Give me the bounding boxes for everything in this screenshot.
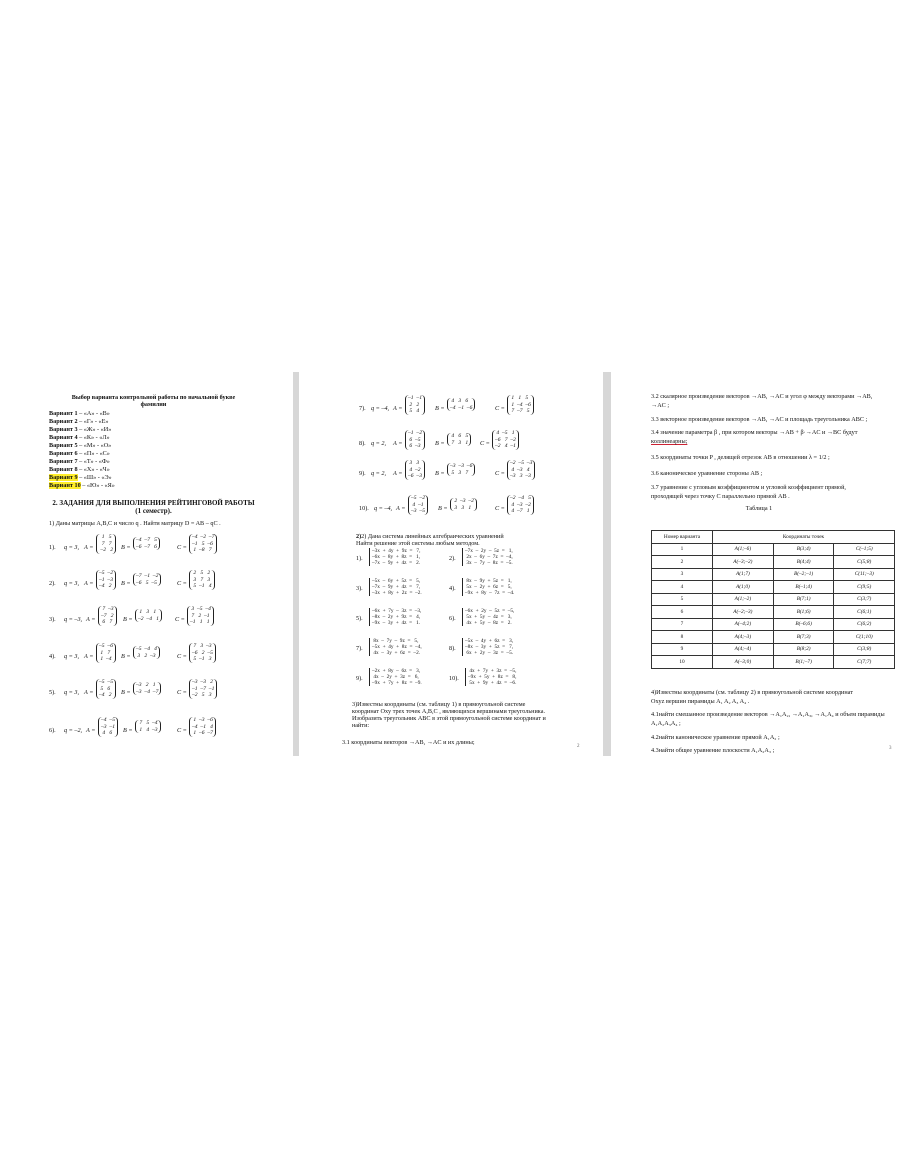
matrix-label: A =: [84, 580, 94, 587]
point-coordinate-cell: B(1;6): [773, 606, 834, 619]
variant-number-cell: 6: [652, 606, 713, 619]
variant-item: Вариант 1 – «А» - «В»: [49, 410, 110, 417]
point-coordinate-cell: C(7;7): [834, 656, 895, 669]
q-value: q = 2,: [371, 440, 387, 447]
matrix-a: –5 –6 1 7 1 –4: [96, 643, 116, 663]
system-number: 3).: [356, 585, 363, 592]
matrix-label: C =: [177, 727, 187, 734]
matrix-label: A =: [84, 653, 94, 660]
point-coordinate-cell: B(–6;6): [773, 618, 834, 631]
table-row: [652, 656, 895, 669]
document-page-1: [14, 372, 293, 756]
point-coordinate-cell: C(3;7): [834, 593, 895, 606]
system-number: 1).: [356, 555, 363, 562]
point-coordinate-cell: C(6;2): [834, 618, 895, 631]
matrix-c: 2 5 2 3 7 3 5 –1 4: [189, 570, 215, 590]
point-coordinate-cell: C(6;1): [834, 606, 895, 619]
variant-number-cell: 8: [652, 631, 713, 644]
row-number: 4).: [49, 653, 56, 660]
variant-number-cell: 2: [652, 556, 713, 569]
point-coordinate-cell: A(–4;2): [713, 618, 774, 631]
task-3-statement-cont: Изобразить треугольник ABC в этой прямоугольной системе координат и: [352, 715, 546, 722]
q-value: q = –4,: [371, 405, 390, 412]
matrix-label: B =: [123, 727, 133, 734]
row-number: 3).: [49, 616, 56, 623]
row-number: 2).: [49, 580, 56, 587]
row-number: 6).: [49, 727, 56, 734]
variant-number-cell: 1: [652, 543, 713, 556]
matrix-label: B =: [435, 405, 445, 412]
matrix-label: B =: [123, 616, 133, 623]
task-1-statement: 1) Даны матрицы A,B,C и число q . Найти матрицу D = AB – qC .: [49, 520, 221, 527]
page-title: Выбор варианта контрольной работы по начальной букве: [71, 394, 236, 401]
item-3-2-cont: →AC ;: [651, 402, 670, 409]
document-page-3: [611, 372, 907, 756]
q-value: q = 3,: [64, 689, 80, 696]
matrix-label: A =: [84, 689, 94, 696]
variant-number-cell: 4: [652, 581, 713, 594]
q-value: q = –3,: [64, 616, 83, 623]
row-number: 10).: [359, 505, 369, 512]
coordinates-table: [651, 530, 895, 669]
variant-item: Вариант 5 – «М» - «О»: [49, 442, 112, 449]
item-3-4: 3.4 значение параметра β , при котором векторы →AB + β·→AC и →BC будут: [651, 429, 858, 436]
matrix-b: –3 –3 –6 5 3 7: [447, 463, 475, 476]
variant-item: Вариант 9 – «Ш» - «Э»: [49, 474, 112, 481]
item-4-1-cont: A₁A₂A₃A₄ ;: [651, 720, 681, 727]
table-title: Таблица 1: [745, 505, 773, 512]
point-coordinate-cell: C(–1;5): [834, 543, 895, 556]
point-coordinate-cell: A(1;–2): [713, 593, 774, 606]
matrix-b: 1 3 1 –2 –4 1: [135, 609, 162, 622]
matrix-label: B =: [435, 470, 445, 477]
q-value: q = 3,: [64, 653, 80, 660]
matrix-label: C =: [495, 470, 505, 477]
point-coordinate-cell: C(11;–3): [834, 568, 895, 581]
table-row: [652, 631, 895, 644]
page-gap: [603, 372, 611, 756]
matrix-c: –4 –2 –7 –1 5 –6 1 –8 7: [189, 534, 217, 554]
matrix-label: B =: [435, 440, 445, 447]
table-header-cell: Номер варианта: [652, 531, 713, 544]
table-row: [652, 543, 895, 556]
matrix-label: C =: [177, 653, 187, 660]
q-value: q = –2,: [64, 727, 83, 734]
matrix-a: –5 –5 5 6 –4 2: [96, 679, 116, 699]
point-coordinate-cell: B(8;2): [773, 643, 834, 656]
matrix-label: A =: [84, 544, 94, 551]
matrix-c: 1 1 5 1 –4 –6 7 –7 5: [507, 395, 534, 415]
document-page-2: [299, 372, 603, 756]
table-row: [652, 606, 895, 619]
system-number: 4).: [449, 585, 456, 592]
matrix-b: 4 6 5 7 3 1: [447, 433, 471, 446]
item-3-6: 3.6 каноническое уравнение стороны AB ;: [651, 470, 763, 477]
system-number: 8).: [449, 645, 456, 652]
table-header-row: [652, 531, 895, 544]
matrix-a: –1 –1 2 2 5 4: [405, 395, 425, 415]
point-coordinate-cell: A(1;7): [713, 568, 774, 581]
q-value: q = 2,: [371, 470, 387, 477]
equation-system: –3x + 4y + 9z = 7, –6x – 8y + 8z = 1, –7x – 9y + 4z = 2.: [369, 548, 420, 566]
matrix-b: –7 –1 –2 –6 5 –5: [133, 573, 161, 586]
matrix-label: C =: [177, 689, 187, 696]
q-value: q = –4,: [374, 505, 393, 512]
matrix-label: A =: [393, 440, 403, 447]
section-heading: 2. ЗАДАНИЯ ДЛЯ ВЫПОЛНЕНИЯ РЕЙТИНГОВОЙ РАБОТЫ: [52, 499, 255, 507]
point-coordinate-cell: C(3;8): [834, 643, 895, 656]
matrix-label: C =: [175, 616, 185, 623]
matrix-c: 4 –5 1 –6 7 –2 –2 4 –1: [492, 430, 519, 450]
equation-system: 8x – 7y – 9z = 5, –5x + 4y + 8z = –4, 4x – 3y + 6z = –2.: [369, 638, 422, 656]
matrix-c: 1 –3 –6 –4 –1 4 1 –6 –7: [189, 717, 216, 737]
task-3-statement-cont: найти:: [352, 722, 370, 729]
item-4-3: 4.3найти общее уравнение плоскости A₁A₂A₃ ;: [651, 747, 775, 754]
row-number: 1).: [49, 544, 56, 551]
item-3-5: 3.5 координаты точки P , делящей отрезок AB в отношении λ = 1/2 ;: [651, 454, 830, 461]
point-coordinate-cell: B(4;4): [773, 556, 834, 569]
row-number: 8).: [359, 440, 366, 447]
matrix-a: –5 –2 4 –1 –3 –5: [408, 495, 428, 515]
task-3-statement: 3)Известны координаты (см. таблицу 1) в прямоугольной системе: [352, 701, 526, 708]
equation-system: –7x – 2y – 5z = 1, 2x – 6y – 7z = –4, 3x – 7y – 8z = –5.: [462, 548, 513, 566]
variant-number-cell: 9: [652, 643, 713, 656]
point-coordinate-cell: B(7;1): [773, 593, 834, 606]
point-coordinate-cell: B(7;3): [773, 631, 834, 644]
matrix-label: A =: [86, 727, 96, 734]
point-coordinate-cell: A(–3;–2): [713, 556, 774, 569]
section-heading-cont: (1 семестр).: [135, 507, 172, 515]
equation-system: –5x – 4y + 6z = 3, –8x – 3y + 5z = 7, 6x + 2y – 3z = –5.: [462, 638, 513, 656]
table-row: [652, 581, 895, 594]
matrix-label: A =: [393, 470, 403, 477]
table-row: [652, 568, 895, 581]
matrix-label: A =: [393, 405, 403, 412]
matrix-label: C =: [480, 440, 490, 447]
matrix-label: B =: [121, 580, 131, 587]
equation-system: –2x + 8y – 6z = 3, 4x – 2y + 3z = 6, –9x + 7y + 8z = –9.: [369, 668, 422, 686]
matrix-label: B =: [121, 689, 131, 696]
point-coordinate-cell: B(1;–7): [773, 656, 834, 669]
system-number: 5).: [356, 615, 363, 622]
matrix-label: B =: [121, 544, 131, 551]
point-coordinate-cell: A(4;–4): [713, 643, 774, 656]
item-3-7: 3.7 уравнение с угловым коэффициентом и угловой коэффициент прямой,: [651, 484, 846, 491]
matrix-label: C =: [495, 505, 505, 512]
equation-system: –6x + 2y – 5z = –5, 5x + 5y – 4z = 3, 4x + 5y – 8z = 2.: [462, 608, 514, 626]
system-number: 9).: [356, 675, 363, 682]
matrix-a: –5 –2 –1 –3 –4 2: [96, 570, 116, 590]
row-number: 5).: [49, 689, 56, 696]
system-number: 6).: [449, 615, 456, 622]
system-number: 7).: [356, 645, 363, 652]
matrix-b: –4 –7 5 –6 –7 6: [133, 537, 160, 550]
table-row: [652, 643, 895, 656]
table-header-cell: Координаты точек: [713, 531, 895, 544]
matrix-b: –3 2 1 –3 –4 –7: [133, 682, 161, 695]
point-coordinate-cell: C(9;5): [834, 581, 895, 594]
matrix-a: –1 –2 6 –5 6 –3: [405, 430, 425, 450]
matrix-b: 7 5 –4 1 4 –3: [135, 720, 161, 733]
row-number: 9).: [359, 470, 366, 477]
point-coordinate-cell: C(5;8): [834, 556, 895, 569]
equation-system: 4x + 7y + 3z = –5, –9x + 5y + 8z = 8, 5x + 9y + 4z = –6.: [465, 668, 516, 686]
point-coordinate-cell: B(–1;4): [773, 581, 834, 594]
variant-number-cell: 10: [652, 656, 713, 669]
equation-system: –6x + 7y – 3z = –3, –8x – 2y + 9z = 4, –9x – 3y + 4z = 1.: [369, 608, 421, 626]
task-3-statement-cont: координат Oxy трех точек A,B,C , являющихся вершинами треугольника.: [352, 708, 545, 715]
matrix-label: A =: [396, 505, 406, 512]
item-4-1: 4.1найти смешанное произведение векторов →A₁A₂, →A₁A₃, →A₁A₄ и объем пирамиды: [651, 711, 885, 718]
item-3-1: 3.1 координаты векторов →AB, →AC и их длины;: [342, 739, 475, 746]
variant-item: Вариант 10 – «Ю» - «Я»: [49, 482, 115, 489]
matrix-c: 3 –5 –4 7 2 –1 –1 1 1: [187, 606, 214, 626]
point-coordinate-cell: A(1;–6): [713, 543, 774, 556]
task-4-statement-cont: Oxyz вершин пирамиды A₁ A₂ A₃ A₄ .: [651, 698, 750, 705]
matrix-label: C =: [177, 580, 187, 587]
matrix-a: 7 –3 –7 2 6 7: [98, 606, 117, 626]
matrix-a: 3 3 4 –2 –6 –3: [405, 460, 425, 480]
matrix-c: –2 –5 –3 4 –3 4 –3 3 –3: [507, 460, 535, 480]
variant-number-cell: 3: [652, 568, 713, 581]
point-coordinate-cell: A(–2;–3): [713, 606, 774, 619]
matrix-label: B =: [121, 653, 131, 660]
q-value: q = 3,: [64, 580, 80, 587]
system-number: 10).: [449, 675, 459, 682]
matrix-label: C =: [495, 405, 505, 412]
task-4-statement: 4)Известны координаты (см. таблицу 2) в прямоугольной системе координат: [651, 689, 853, 696]
variant-item: Вариант 6 – «П» - «С»: [49, 450, 110, 457]
variant-item: Вариант 7 – «Т» - «Ф»: [49, 458, 110, 465]
q-value: q = 3,: [64, 544, 80, 551]
matrix-label: B =: [438, 505, 448, 512]
equation-system: 8x – 9y + 5z = 1, 5x – 2y + 6z = 5, –9x + 8y – 7z = –4.: [462, 578, 514, 596]
point-coordinate-cell: A(4;–3): [713, 631, 774, 644]
matrix-b: –5 –4 4 3 2 –3: [133, 646, 160, 659]
matrix-b: 4 3 6 –4 –1 –6: [447, 398, 475, 411]
matrix-a: –4 –5 –3 –1 4 6: [98, 717, 118, 737]
item-3-3: 3.3 векторное произведение векторов →AB, →AC и площадь треугольника ABC ;: [651, 416, 868, 423]
item-3-2: 3.2 скалярное произведение векторов →AB, →AC и угол φ между векторами →AB,: [651, 393, 873, 400]
variant-number-cell: 5: [652, 593, 713, 606]
point-coordinate-cell: B(3;4): [773, 543, 834, 556]
variant-item: Вариант 3 – «Ж» - «И»: [49, 426, 112, 433]
item-4-2: 4.2найти каноническое уравнение прямой A₁A₂ ;: [651, 734, 780, 741]
variant-item: Вариант 8 – «Х» - «Ч»: [49, 466, 110, 473]
matrix-label: C =: [177, 544, 187, 551]
task-2-instruction: Найти решение этой системы любым методом.: [356, 540, 480, 547]
item-3-7-cont: проходящей через точку C параллельно прямой AB .: [651, 493, 790, 500]
point-coordinate-cell: A(–3;0): [713, 656, 774, 669]
matrix-c: –3 –3 2 –1 –7 –1 –2 5 3: [189, 679, 217, 699]
matrix-c: 7 3 –3 –6 2 –5 5 –1 3: [189, 643, 216, 663]
page-number: 3: [889, 746, 892, 751]
point-coordinate-cell: A(1;0): [713, 581, 774, 594]
variant-item: Вариант 4 – «К» - «Л»: [49, 434, 110, 441]
system-number: 2).: [449, 555, 456, 562]
table-row: [652, 593, 895, 606]
point-coordinate-cell: B(–2;–1): [773, 568, 834, 581]
page-title-cont: фамилии: [140, 401, 167, 408]
equation-system: –5x – 6y + 5z = 5, –7x – 9y + 4z = 7, –3x + 8y + 2z = –2.: [369, 578, 422, 596]
item-3-4-cont: коллинеарны;: [651, 438, 688, 445]
task-2-statement: 2)2) Дана система линейных алгебраических уравнений: [356, 533, 504, 540]
variant-item: Вариант 2 – «Г» - «Е»: [49, 418, 109, 425]
matrix-a: 1 5 7 7 –2 2: [96, 534, 116, 554]
variant-number-cell: 7: [652, 618, 713, 631]
matrix-b: 2 –3 –2 3 3 1: [450, 498, 477, 511]
table-row: [652, 618, 895, 631]
table-row: [652, 556, 895, 569]
row-number: 7).: [359, 405, 366, 412]
page-number: 2: [577, 744, 580, 749]
matrix-c: –2 –4 5 4 –3 –2 4 –7 1: [507, 495, 534, 515]
point-coordinate-cell: C(1;10): [834, 631, 895, 644]
matrix-label: A =: [86, 616, 96, 623]
